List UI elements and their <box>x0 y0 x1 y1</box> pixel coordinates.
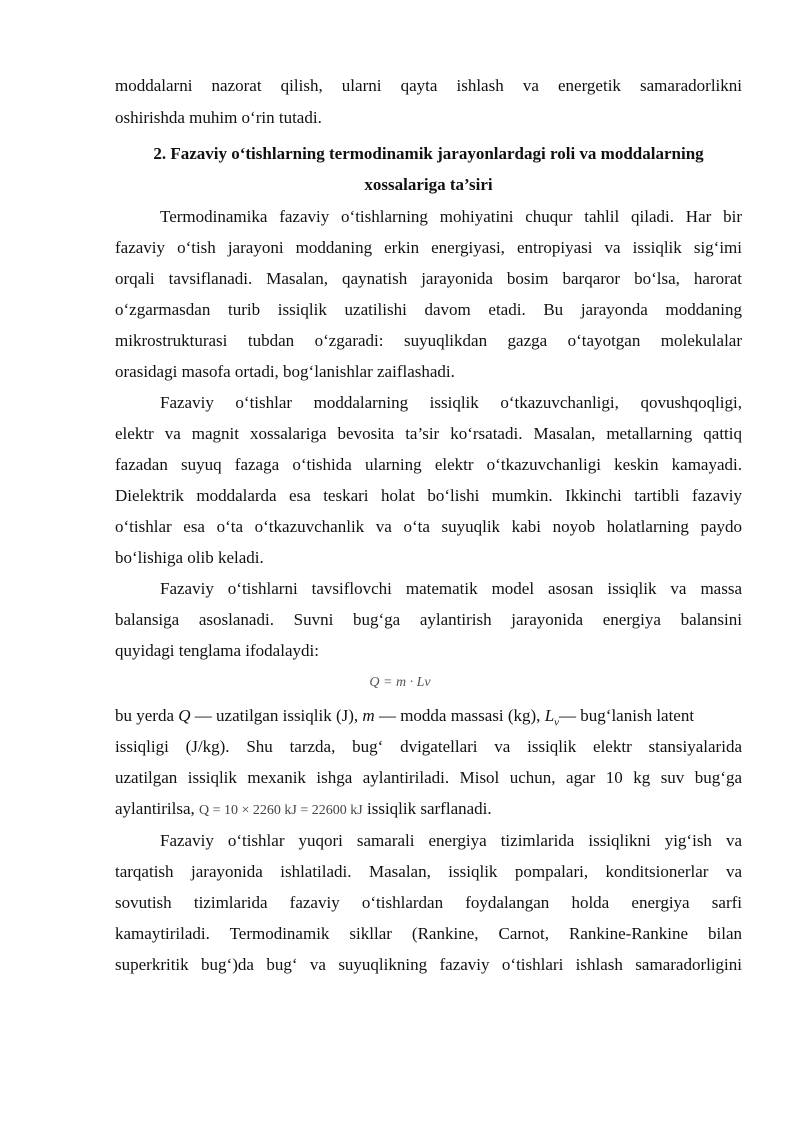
text-line: mikrostrukturasi tubdan o‘zgaradi: suyuqlikdan gazga o‘tayotgan molekulalar <box>115 331 742 350</box>
text-line: Termodinamika fazaviy o‘tishlarning mohiyatini chuqur tahlil qiladi. Har bir <box>160 207 742 226</box>
text-line <box>115 797 742 821</box>
text-line: o‘tishlar esa o‘ta o‘tkazuvchanlik va o‘ta suyuqlik kabi noyob holatlarning paydo <box>115 517 742 536</box>
symbol-m: m <box>362 706 375 725</box>
text-line: issiqligi (J/kg). Shu tarzda, bug‘ dvigatellari va issiqlik elektr stansiyalarida <box>115 737 742 756</box>
text-line: superkritik bug‘)da bug‘ va suyuqlikning fazaviy o‘tishlari ishlash samaradorligini <box>115 955 742 974</box>
section-heading-line1: 2. Fazaviy o‘tishlarning termodinamik jarayonlardagi roli va moddalarning <box>153 144 704 163</box>
text-line: uzatilgan issiqlik mexanik ishga aylantiriladi. Misol uchun, agar 10 kg suv bug‘ga <box>115 768 742 787</box>
text-span: — uzatilgan issiqlik (J), <box>190 706 363 725</box>
text-line: orqali tavsiflanadi. Masalan, qaynatish jarayonida bosim barqaror bo‘lsa, harorat <box>115 269 742 288</box>
text-line: quyidagi tenglama ifodalaydi: <box>115 641 319 660</box>
text-line: orasidagi masofa ortadi, bog‘lanishlar zaiflashadi. <box>115 362 455 381</box>
text-span: issiqlik sarflanadi. <box>366 799 492 818</box>
text-line: tarqatish jarayonida ishlatiladi. Masalan, issiqlik pompalari, konditsionerlar va <box>115 862 742 881</box>
formula-latent-heat: Q = m · Lv <box>369 675 431 690</box>
text-line: Fazaviy o‘tishlar yuqori samarali energiya tizimlarida issiqlikni yig‘ish va <box>160 831 742 850</box>
text-line: oshirishda muhim o‘rin tutadi. <box>115 108 322 127</box>
text-span: — bug‘lanish latent <box>559 706 695 725</box>
inline-formula: Q = 10 × 2260 kJ = 22600 kJ <box>199 803 363 818</box>
text-span: bu yerda <box>115 706 175 725</box>
text-line: fazaviy o‘tish jarayoni moddaning erkin energiyasi, entropiyasi va issiqlik sig‘imi <box>115 238 742 257</box>
text-line: elektr va magnit xossalariga bevosita ta’sir ko‘rsatadi. Masalan, metallarning qattiq <box>115 424 742 443</box>
text-line: balansiga asoslanadi. Suvni bug‘ga aylantirish jarayonida energiya balansini <box>115 610 742 629</box>
text-line: fazadan suyuq fazaga o‘tishida ularning elektr o‘tkazuvchanligi keskin kamayadi. <box>115 455 742 474</box>
text-line: kamaytiriladi. Termodinamik sikllar (Rankine, Carnot, Rankine-Rankine bilan <box>115 924 742 943</box>
symbol-v: v <box>554 716 560 729</box>
symbol-l: L <box>544 706 555 725</box>
text-line <box>115 704 742 728</box>
text-span: aylantirilsa, <box>115 799 195 818</box>
section-heading-line2: xossalariga ta’siri <box>364 175 493 194</box>
text-span: — modda massasi (kg), <box>374 706 545 725</box>
symbol-q: Q <box>178 706 191 725</box>
text-line: moddalarni nazorat qilish, ularni qayta ishlash va energetik samaradorlikni <box>115 76 742 95</box>
text-line: Fazaviy o‘tishlarni tavsiflovchi matematik model asosan issiqlik va massa <box>160 579 742 598</box>
text-line: Fazaviy o‘tishlar moddalarning issiqlik o‘tkazuvchanligi, qovushqoqligi, <box>160 393 742 412</box>
text-line: bo‘lishiga olib keladi. <box>115 548 264 567</box>
text-line: Dielektrik moddalarda esa teskari holat bo‘lishi mumkin. Ikkinchi tartibli fazaviy <box>115 486 742 505</box>
text-line: sovutish tizimlarida fazaviy o‘tishlardan foydalangan holda energiya sarfi <box>115 893 742 912</box>
text-line: o‘zgarmasdan turib issiqlik uzatilishi davom etadi. Bu jarayonda moddaning <box>115 300 742 319</box>
